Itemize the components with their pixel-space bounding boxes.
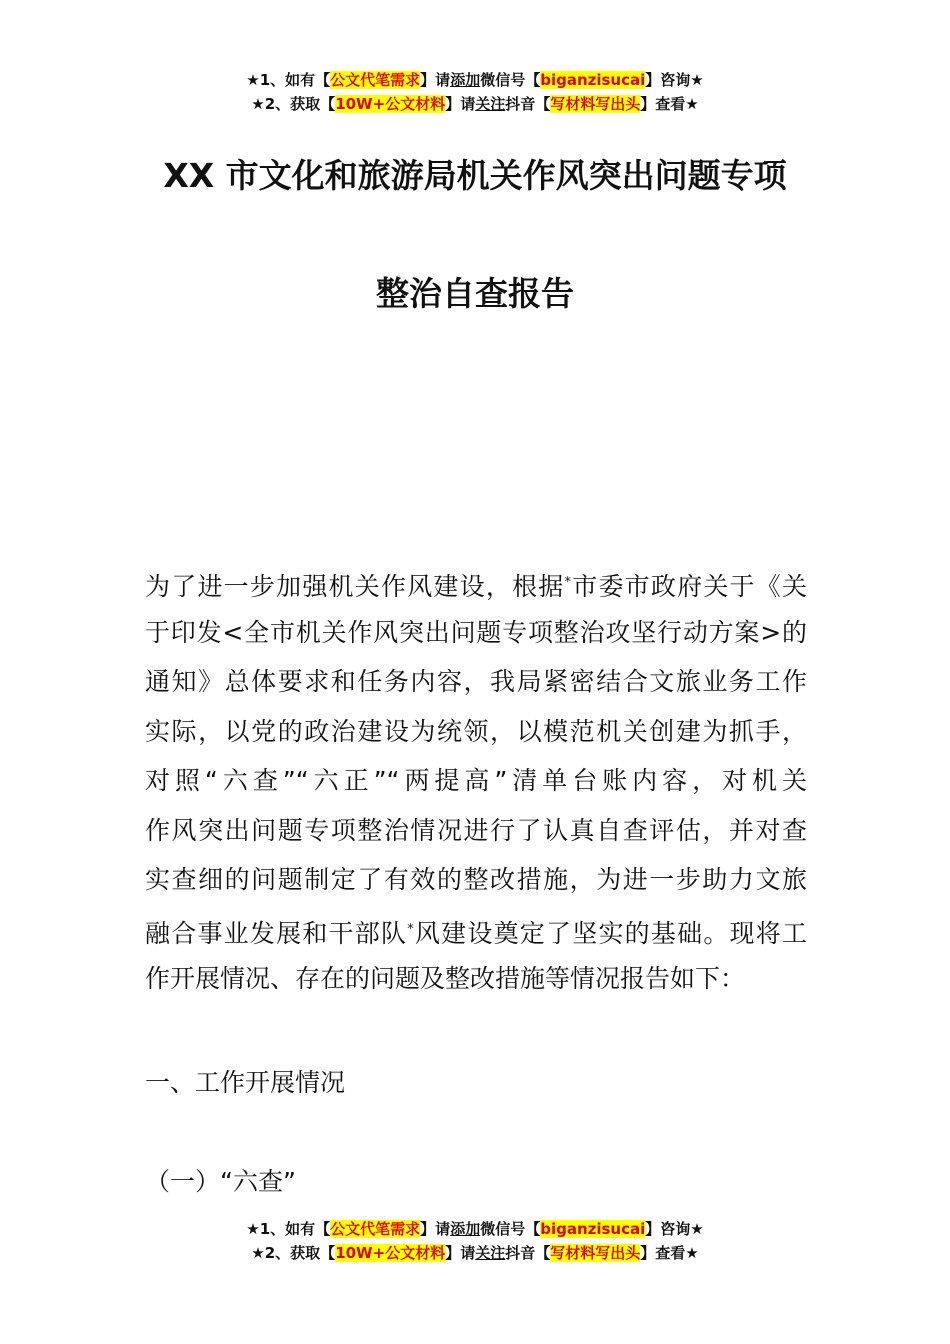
highlight-materials: 10W+公文材料 [335,95,446,113]
paragraph-line: 实查细的问题制定了有效的整改措施，为进一步助力文旅 [145,865,807,894]
highlight-service: 公文代笔需求 [330,71,421,89]
banner-line-2: ★2、获取【10W+公文材料】请关注抖音【写材料写出头】查看★ [251,95,699,113]
top-banner [0,68,950,116]
banner-line-2: ★2、获取【10W+公文材料】请关注抖音【写材料写出头】查看★ [251,1244,699,1262]
paragraph-line: 作开展情况、存在的问题及整改措施等情况报告如下： [145,964,746,993]
subsection-heading-1: （一）“六查” [145,1167,296,1196]
highlight-materials: 10W+公文材料 [335,1244,446,1262]
highlight-wechat-id: biganzisucai [540,71,646,89]
highlight-service: 公文代笔需求 [330,1220,421,1238]
highlight-douyin-account: 写材料写出头 [550,95,641,113]
paragraph-line: 对照“六查”“六正”“两提高”清单台账内容，对机关 [145,766,807,795]
paragraph-line: 作风突出问题专项整治情况进行了认真自查评估，并对查 [145,815,807,845]
intro-paragraph [145,558,807,1004]
document-title-line-1: XX 市文化和旅游局机关作风突出问题专项 [163,156,787,195]
section-heading-1: 一、工作开展情况 [145,1068,346,1097]
document-title-line-2: 整治自查报告 [376,274,574,313]
paragraph-line: 融合事业发展和干部队*风建设奠定了坚实的基础。现将工 [145,918,807,948]
paragraph-line: 通知》总体要求和任务内容，我局紧密结合文旅业务工作 [145,667,807,696]
paragraph-line: 为了进一步加强机关作风建设，根据*市委市政府关于《关 [145,572,807,601]
paragraph-line: 于印发<全市机关作风突出问题专项整治攻坚行动方案>的 [145,617,807,647]
highlight-douyin-account: 写材料写出头 [550,1244,641,1262]
banner-line-1: ★1、如有【公文代笔需求】请添加微信号【biganzisucai】咨询★ [246,71,704,89]
banner-line-1: ★1、如有【公文代笔需求】请添加微信号【biganzisucai】咨询★ [246,1220,704,1238]
bottom-banner [0,1217,950,1265]
highlight-wechat-id: biganzisucai [540,1220,646,1238]
paragraph-line: 实际，以党的政治建设为统领，以模范机关创建为抓手， [145,716,807,746]
